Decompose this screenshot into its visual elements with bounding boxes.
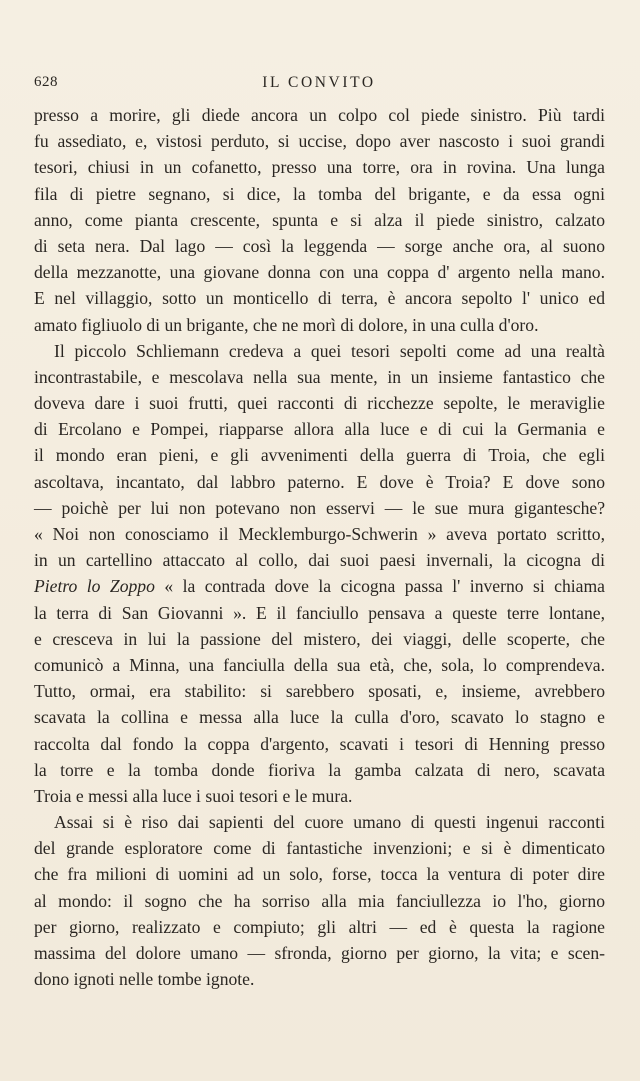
text-line: « Noi non conosciamo il Mecklemburgo-Schwerin » aveva portato scritto, [34, 524, 605, 544]
text-line: la terra di San Giovanni ». E il fanciullo pensava a queste terre lontane, [34, 602, 605, 623]
text-line: anno, come pianta crescente, spunta e si alza il piede sinistro, calzato [34, 209, 605, 230]
italic-title: Pietro lo Zoppo [34, 576, 155, 597]
text-line: raccolta dal fondo la coppa d'argento, scavati i tesori di Henning presso [34, 733, 605, 754]
text-line: — poichè per lui non potevano non esservi — le sue mura gigantesche? [34, 497, 605, 518]
running-title: IL CONVITO [262, 74, 376, 91]
paragraph-3 [34, 809, 605, 992]
text-line: tesori, chiusi in un cofanetto, presso una torre, ora in rovina. Una lunga [34, 157, 605, 178]
text-line: comunicò a Minna, una fanciulla della sua età, che, sola, lo comprendeva. [34, 654, 605, 675]
text-line: Troia e messi alla luce i suoi tesori e le mura. [34, 785, 353, 806]
text-line: in un cartellino attaccato al collo, dai suoi paesi invernali, la cicogna di [34, 550, 605, 571]
text-line: incontrastabile, e mescolava nella sua mente, in un insieme fantastico che [34, 366, 605, 387]
text-line: Pietro lo Zoppo « la contrada dove la cicogna passa l' inverno si chiama [34, 576, 605, 597]
text-line: per giorno, realizzato e compiuto; gli altri — ed è questa la ragione [34, 916, 605, 937]
page-number: 628 [34, 74, 58, 90]
page-header [34, 74, 604, 98]
text-line: presso a morire, gli diede ancora un colpo col piede sinistro. Più tardi [34, 105, 605, 125]
text-line: Tutto, ormai, era stabilito: si sarebbero sposati, e, insieme, avrebbero [34, 681, 605, 702]
body-text [34, 102, 605, 992]
text-line: dono ignoti nelle tombe ignote. [34, 969, 255, 990]
text-line: massima del dolore umano — sfronda, giorno per giorno, la vita; e scen- [34, 943, 605, 963]
text-line: e cresceva in lui la passione del mistero, dei viaggi, delle scoperte, che [34, 628, 605, 649]
text-line: scavata la collina e messa alla luce la culla d'oro, scavato lo stagno e [34, 707, 605, 728]
text-line: di Ercolano e Pompei, riapparse allora alla luce e di cui la Germania e [34, 419, 605, 440]
text-line: fila di pietre segnano, si dice, la tomba del brigante, e da essa ogni [34, 183, 605, 204]
text-line: al mondo: il sogno che ha sorriso alla mia fanciullezza io l'ho, giorno [34, 890, 605, 911]
text-line: della mezzanotte, una giovane donna con una coppa d' argento nella mano. [34, 262, 605, 283]
text-line: Il piccolo Schliemann credeva a quei tesori sepolti come ad una realtà [54, 340, 605, 361]
paragraph-2 [34, 338, 605, 809]
text-line: amato figliuolo di un brigante, che ne morì di dolore, in una culla d'oro. [34, 314, 539, 335]
text-line: doveva dare i suoi frutti, quei racconti di ricchezze sepolte, le meraviglie [34, 393, 605, 414]
text-line: E nel villaggio, sotto un monticello di terra, è ancora sepolto l' unico ed [34, 288, 605, 309]
paragraph-1 [34, 102, 605, 338]
text-line: di seta nera. Dal lago — così la leggenda — sorge anche ora, al suono [34, 235, 605, 256]
text-line: il mondo eran pieni, e gli avvenimenti della guerra di Troia, che egli [34, 445, 605, 466]
text-line: che fra milioni di uomini ad un solo, forse, tocca la ventura di poter dire [34, 864, 605, 885]
text-line: del grande esploratore come di fantastiche invenzioni; e si è dimenticato [34, 838, 605, 859]
text-line: Assai si è riso dai sapienti del cuore umano di questi ingenui racconti [54, 812, 605, 833]
text-line: fu assediato, e, vistosi perduto, si uccise, dopo aver nascosto i suoi grandi [34, 131, 605, 152]
text-line: ascoltava, incantato, dal labbro paterno. E dove è Troia? E dove sono [34, 471, 605, 492]
text-line: la torre e la tomba donde fioriva la gamba calzata di nero, scavata [34, 759, 605, 780]
